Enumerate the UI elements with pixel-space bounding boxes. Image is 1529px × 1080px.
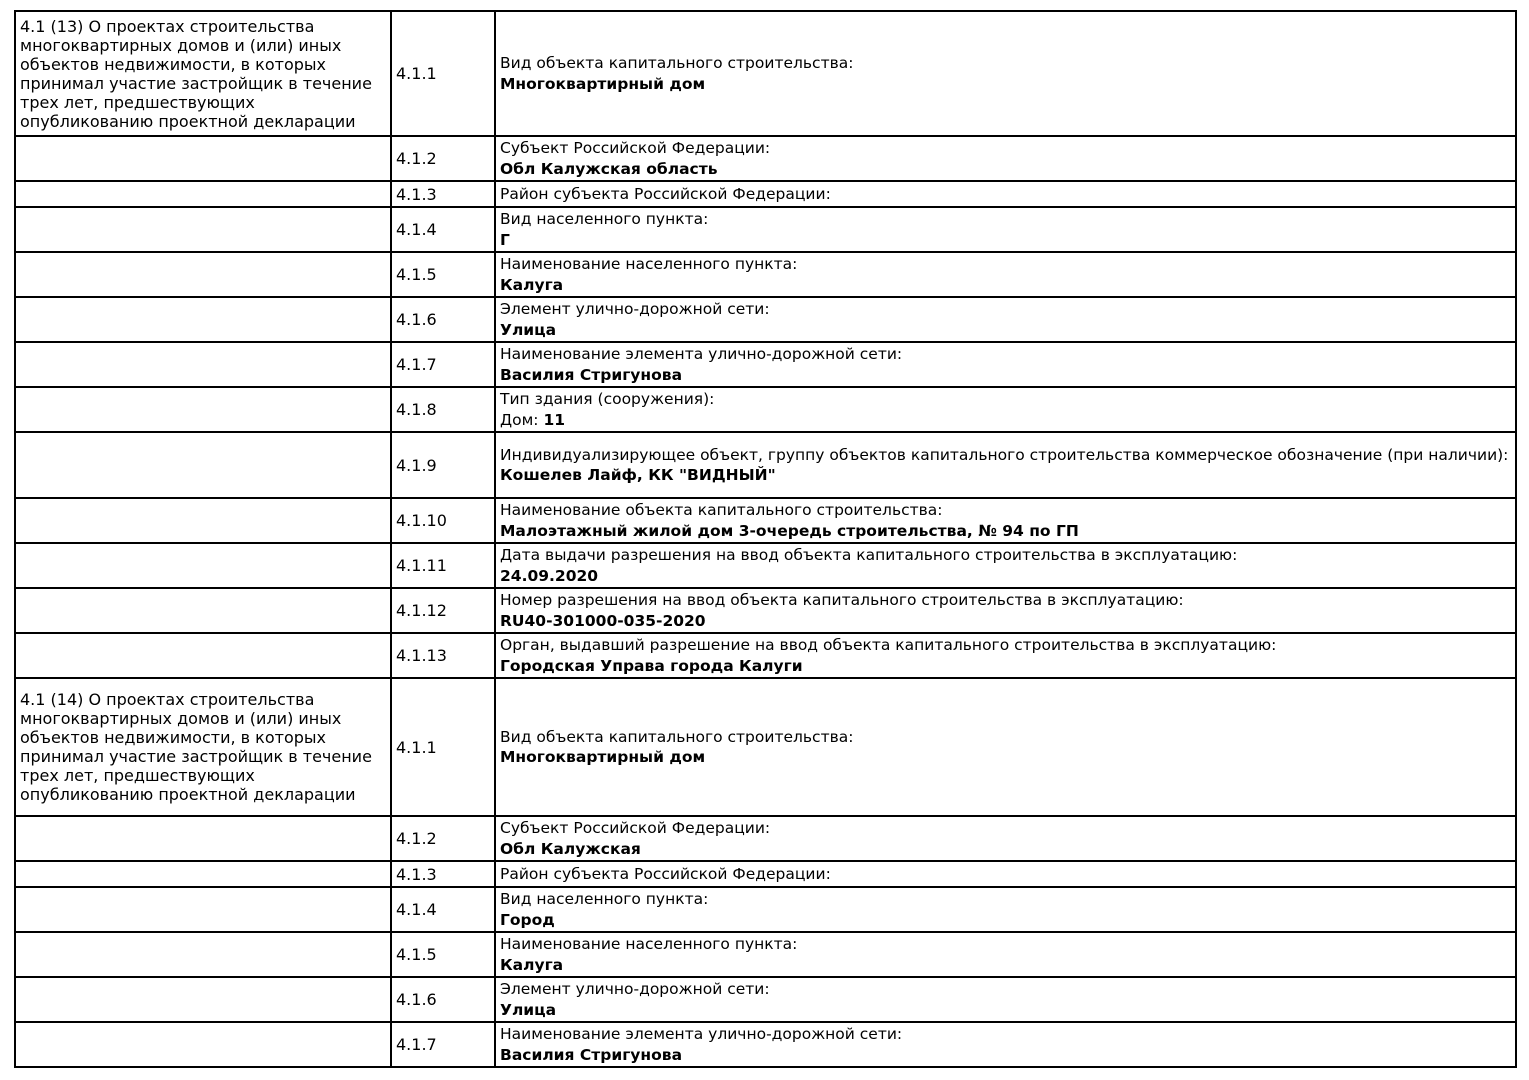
field-value: Василия Стригунова <box>500 365 683 384</box>
field-label: Наименование элемента улично-дорожной сети: <box>500 1025 903 1043</box>
field-label: Индивидуализирующее объект, группу объектов капитального строительства коммерческое обозначение (при наличии): <box>500 445 1509 464</box>
field-label: Наименование населенного пункта: <box>500 255 798 273</box>
row-number: 4.1.7 <box>391 1022 495 1067</box>
row-number: 4.1.5 <box>391 252 495 297</box>
field-value: Многоквартирный дом <box>500 74 706 93</box>
empty-cell <box>15 977 391 1022</box>
row-number: 4.1.9 <box>391 432 495 498</box>
row-number: 4.1.6 <box>391 977 495 1022</box>
field-label: Район субъекта Российской Федерации: <box>500 184 831 203</box>
field-label: Орган, выдавший разрешение на ввод объекта капитального строительства в эксплуатацию: <box>500 636 1277 654</box>
table-row <box>15 861 1516 887</box>
field-label: Тип здания (сооружения): <box>500 390 715 408</box>
field-value: Калуга <box>500 275 564 294</box>
empty-cell <box>15 887 391 932</box>
field-cell <box>495 432 1516 498</box>
field-label: Субъект Российской Федерации: <box>500 139 771 157</box>
row-number: 4.1.12 <box>391 588 495 633</box>
field-value: Обл Калужская область <box>500 159 718 178</box>
row-number: 4.1.1 <box>391 11 495 136</box>
table-row <box>15 816 1516 861</box>
field-value: 24.09.2020 <box>500 566 599 585</box>
field-label: Наименование населенного пункта: <box>500 935 798 953</box>
row-number: 4.1.7 <box>391 342 495 387</box>
field-cell <box>495 678 1516 816</box>
field-value: Обл Калужская <box>500 839 641 858</box>
field-cell <box>495 633 1516 678</box>
row-number: 4.1.1 <box>391 678 495 816</box>
empty-cell <box>15 342 391 387</box>
field-label: Вид населенного пункта: <box>500 210 709 228</box>
field-cell <box>495 1022 1516 1067</box>
field-label: Вид объекта капитального строительства: <box>500 727 854 746</box>
empty-cell <box>15 181 391 207</box>
field-cell <box>495 136 1516 181</box>
field-value: Малоэтажный жилой дом 3-очередь строительства, № 94 по ГП <box>500 521 1079 540</box>
field-value: Многоквартирный дом <box>500 748 706 766</box>
field-label: Элемент улично-дорожной сети: <box>500 980 770 998</box>
table-row <box>15 207 1516 252</box>
row-number: 4.1.10 <box>391 498 495 543</box>
empty-cell <box>15 207 391 252</box>
field-value: Город <box>500 910 555 929</box>
field-cell <box>495 816 1516 861</box>
table-row <box>15 498 1516 543</box>
field-cell <box>495 498 1516 543</box>
field-label: Наименование элемента улично-дорожной сети: <box>500 345 903 363</box>
field-value: Кошелев Лайф, КК "ВИДНЫЙ" <box>500 466 776 484</box>
field-value: Улица <box>500 320 557 339</box>
empty-cell <box>15 588 391 633</box>
field-value: RU40-301000-035-2020 <box>500 611 706 630</box>
field-value <box>500 410 1511 431</box>
field-cell <box>495 932 1516 977</box>
empty-cell <box>15 816 391 861</box>
section-description: 4.1 (14) О проектах строительства многоквартирных домов и (или) иных объектов недвижимости, в которых принимал участие застройщик в течение трех лет, предшествующих опубликованию проектной декларации <box>15 678 391 816</box>
empty-cell <box>15 498 391 543</box>
section-description: 4.1 (13) О проектах строительства многоквартирных домов и (или) иных объектов недвижимости, в которых принимал участие застройщик в течение трех лет, предшествующих опубликованию проектной декларации <box>15 11 391 136</box>
row-number: 4.1.13 <box>391 633 495 678</box>
table-row <box>15 1022 1516 1067</box>
table-row <box>15 633 1516 678</box>
empty-cell <box>15 252 391 297</box>
table-row <box>15 11 1516 136</box>
field-label: Элемент улично-дорожной сети: <box>500 300 770 318</box>
table-row <box>15 678 1516 816</box>
row-number: 4.1.4 <box>391 207 495 252</box>
empty-cell <box>15 136 391 181</box>
row-number: 4.1.2 <box>391 816 495 861</box>
field-cell <box>495 297 1516 342</box>
field-value: Калуга <box>500 955 564 974</box>
field-value: Городская Управа города Калуги <box>500 656 803 675</box>
field-value-number: 11 <box>543 410 566 429</box>
row-number: 4.1.8 <box>391 387 495 432</box>
empty-cell <box>15 1022 391 1067</box>
field-value: Улица <box>500 1000 557 1019</box>
empty-cell <box>15 861 391 887</box>
field-cell <box>495 861 1516 887</box>
row-number: 4.1.3 <box>391 861 495 887</box>
field-cell <box>495 252 1516 297</box>
empty-cell <box>15 633 391 678</box>
table-row <box>15 181 1516 207</box>
empty-cell <box>15 543 391 588</box>
field-cell <box>495 588 1516 633</box>
field-cell <box>495 11 1516 136</box>
table-row <box>15 252 1516 297</box>
row-number: 4.1.2 <box>391 136 495 181</box>
row-number: 4.1.6 <box>391 297 495 342</box>
empty-cell <box>15 297 391 342</box>
field-value: Василия Стригунова <box>500 1045 683 1064</box>
empty-cell <box>15 932 391 977</box>
field-value: Г <box>500 230 510 249</box>
field-label: Вид населенного пункта: <box>500 890 709 908</box>
table-row <box>15 387 1516 432</box>
field-cell <box>495 207 1516 252</box>
empty-cell <box>15 432 391 498</box>
table-row <box>15 887 1516 932</box>
field-cell <box>495 387 1516 432</box>
field-label: Субъект Российской Федерации: <box>500 819 771 837</box>
field-label: Вид объекта капитального строительства: <box>500 54 854 72</box>
table-row <box>15 136 1516 181</box>
field-label: Наименование объекта капитального строительства: <box>500 501 943 519</box>
field-cell <box>495 342 1516 387</box>
field-label: Номер разрешения на ввод объекта капитального строительства в эксплуатацию: <box>500 591 1184 609</box>
project-declaration-table <box>14 10 1517 1068</box>
field-label: Дата выдачи разрешения на ввод объекта капитального строительства в эксплуатацию: <box>500 546 1238 564</box>
field-cell <box>495 181 1516 207</box>
field-cell <box>495 543 1516 588</box>
table-row <box>15 342 1516 387</box>
row-number: 4.1.5 <box>391 932 495 977</box>
table-row <box>15 543 1516 588</box>
row-number: 4.1.4 <box>391 887 495 932</box>
field-value-prefix: Дом: <box>500 410 544 429</box>
empty-cell <box>15 387 391 432</box>
field-cell <box>495 977 1516 1022</box>
field-cell <box>495 887 1516 932</box>
field-label: Район субъекта Российской Федерации: <box>500 864 831 883</box>
row-number: 4.1.3 <box>391 181 495 207</box>
table-row <box>15 932 1516 977</box>
table-row <box>15 588 1516 633</box>
table-row <box>15 432 1516 498</box>
row-number: 4.1.11 <box>391 543 495 588</box>
table-row <box>15 977 1516 1022</box>
table-row <box>15 297 1516 342</box>
